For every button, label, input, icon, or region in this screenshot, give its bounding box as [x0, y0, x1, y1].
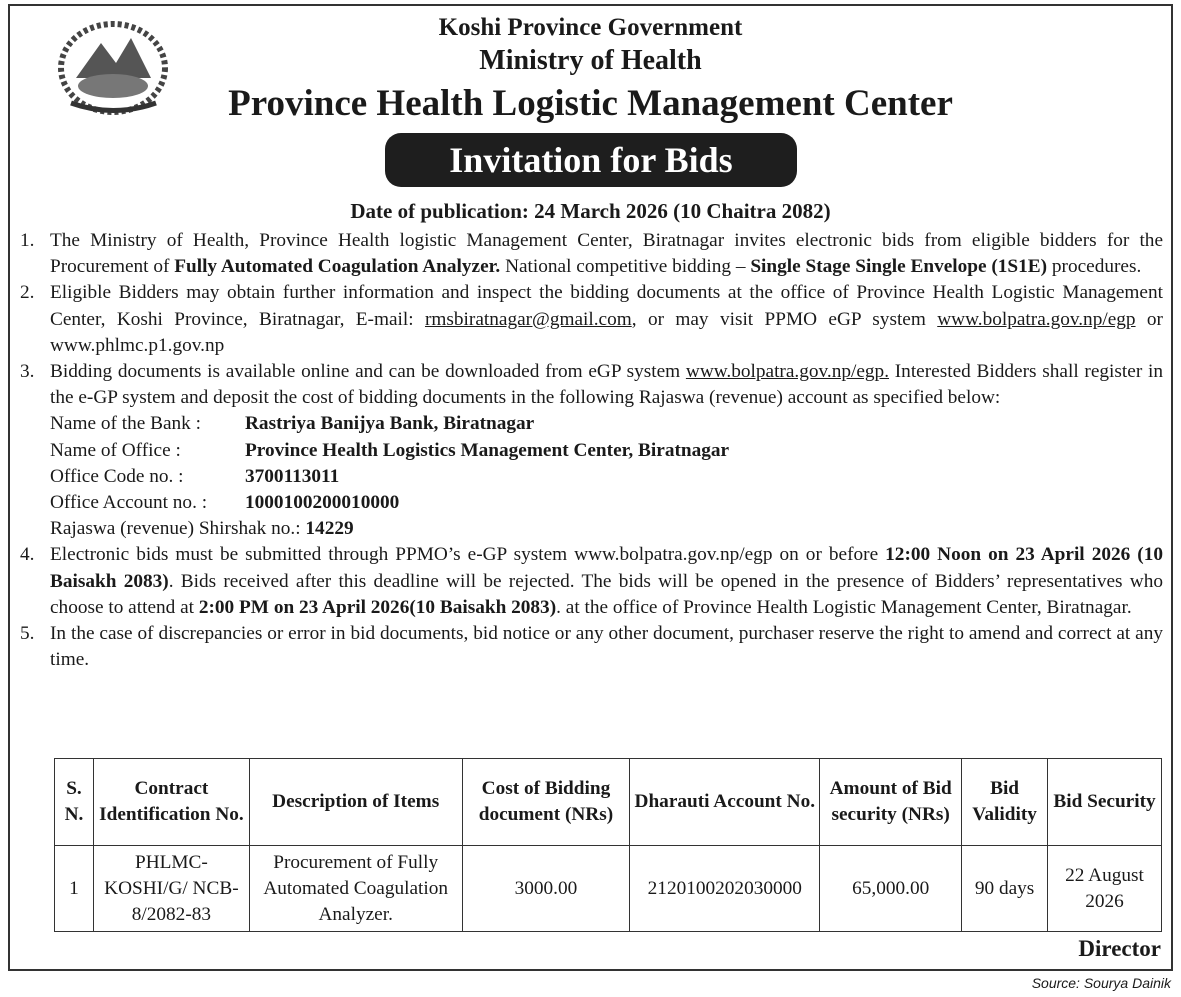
- header-cell: Dharauti Account No.: [630, 759, 820, 846]
- cell: Procurement of Fully Automated Coagulation Analyzer.: [249, 846, 462, 932]
- clause-number: 4.: [20, 544, 35, 566]
- clause-1: [20, 228, 1163, 280]
- label: Office Code no. :: [50, 465, 184, 487]
- office-row: [50, 438, 1163, 464]
- bank-row: [50, 411, 1163, 437]
- label: Name of the Bank :: [50, 413, 201, 435]
- text: In the case of discrepancies or error in bid documents, bid notice or any other document, purchaser reserve the right to amend and correct at any time.: [50, 623, 1163, 671]
- clause-number: 5.: [20, 623, 35, 645]
- header-cell: Amount of Bid security (NRs): [820, 759, 962, 846]
- cell: 90 days: [962, 846, 1048, 932]
- text: . at the office of Province Health Logistic Management Center, Biratnagar.: [556, 596, 1132, 618]
- label: Office Account no. :: [50, 492, 208, 514]
- cell: 3000.00: [462, 846, 630, 932]
- revenue-row: [50, 516, 1163, 542]
- egp-link[interactable]: www.bolpatra.gov.np/egp.: [685, 361, 890, 383]
- clause-4: [20, 542, 1163, 621]
- cell: 2120100202030000: [630, 846, 820, 932]
- text: Bidding documents is available online and can be downloaded from eGP system: [50, 361, 686, 383]
- text: Interested Bidders shall register in the e-GP system and deposit the cost of bidding documents in the following Rajaswa (revenue) account as specified below:: [50, 361, 1163, 409]
- notice-title: Invitation for Bids: [385, 133, 797, 187]
- cell: 1: [55, 846, 94, 932]
- procedure: Single Stage Single Envelope (1S1E): [750, 256, 1048, 278]
- header-cell: Contract Identification No.: [93, 759, 249, 846]
- header-cell: S. N.: [55, 759, 94, 846]
- label: Name of Office :: [50, 439, 181, 461]
- bid-table: [54, 758, 1162, 932]
- header-cell: Description of Items: [249, 759, 462, 846]
- government-name: Koshi Province Government: [438, 14, 743, 41]
- source-credit: Source: Sourya Dainik: [1031, 975, 1171, 991]
- text: Eligible Bidders may obtain further information and inspect the bidding documents at the office of Province Health Logistic Management Center, Koshi Province, Biratnagar, E-mail:: [50, 282, 1163, 330]
- egp-link[interactable]: www.bolpatra.gov.np/egp: [937, 308, 1136, 330]
- table-header: [55, 759, 1162, 846]
- text: . Bids received after this deadline will be rejected. The bids will be opened in the presence of Bidders’ representatives who choose to attend at: [50, 570, 1163, 618]
- label: Rajaswa (revenue) Shirshak no.:: [50, 518, 306, 540]
- item-name: Fully Automated Coagulation Analyzer.: [174, 256, 501, 278]
- value: 3700113011: [245, 465, 340, 487]
- signatory: Director: [1078, 936, 1161, 961]
- text: or www.phlmc.p1.gov.np: [50, 308, 1163, 356]
- text: , or may visit PPMO eGP system: [631, 308, 938, 330]
- cell: 65,000.00: [820, 846, 962, 932]
- value: 14229: [305, 518, 354, 540]
- clause-5: [20, 621, 1163, 673]
- text: National competitive bidding –: [500, 256, 751, 278]
- cell: 22 August 2026: [1048, 846, 1162, 932]
- text: Electronic bids must be submitted through PPMO’s e-GP system www.bolpatra.gov.np/egp on or before: [50, 544, 886, 566]
- clause-2: [20, 280, 1163, 359]
- text: procedures.: [1047, 256, 1142, 278]
- header-cell: Cost of Bidding document (NRs): [462, 759, 630, 846]
- header-cell: Bid Validity: [962, 759, 1048, 846]
- text: The Ministry of Health, Province Health logistic Management Center, Biratnagar invites electronic bids from eligible bidders for the Procurement of: [50, 230, 1163, 278]
- table-row: [55, 846, 1162, 932]
- value: Rastriya Banijya Bank, Biratnagar: [245, 413, 535, 435]
- notice-body: [20, 228, 1163, 673]
- ministry-name: Ministry of Health: [479, 45, 702, 76]
- clause-number: 3.: [20, 361, 35, 383]
- clause-number: 1.: [20, 230, 35, 251]
- clause-number: 2.: [20, 282, 35, 304]
- account-row: [50, 490, 1163, 516]
- cell: PHLMC-KOSHI/G/ NCB-8/2082-83: [93, 846, 249, 932]
- publication-date: Date of publication: 24 March 2026 (10 Chaitra 2082): [350, 199, 831, 223]
- email-link[interactable]: rmsbiratnagar@gmail.com: [424, 308, 632, 330]
- clause-3: [20, 359, 1163, 542]
- header-cell: Bid Security: [1048, 759, 1162, 846]
- deadline: 12:00 Noon on 23 April 2026 (10 Baisakh 2083): [50, 544, 1163, 592]
- center-name: Province Health Logistic Management Center: [228, 83, 953, 124]
- office-code-row: [50, 464, 1163, 490]
- value: Province Health Logistics Management Center, Biratnagar: [245, 439, 730, 461]
- opening-time: 2:00 PM on 23 April 2026(10 Baisakh 2083): [198, 596, 557, 618]
- value: 1000100200010000: [245, 492, 400, 514]
